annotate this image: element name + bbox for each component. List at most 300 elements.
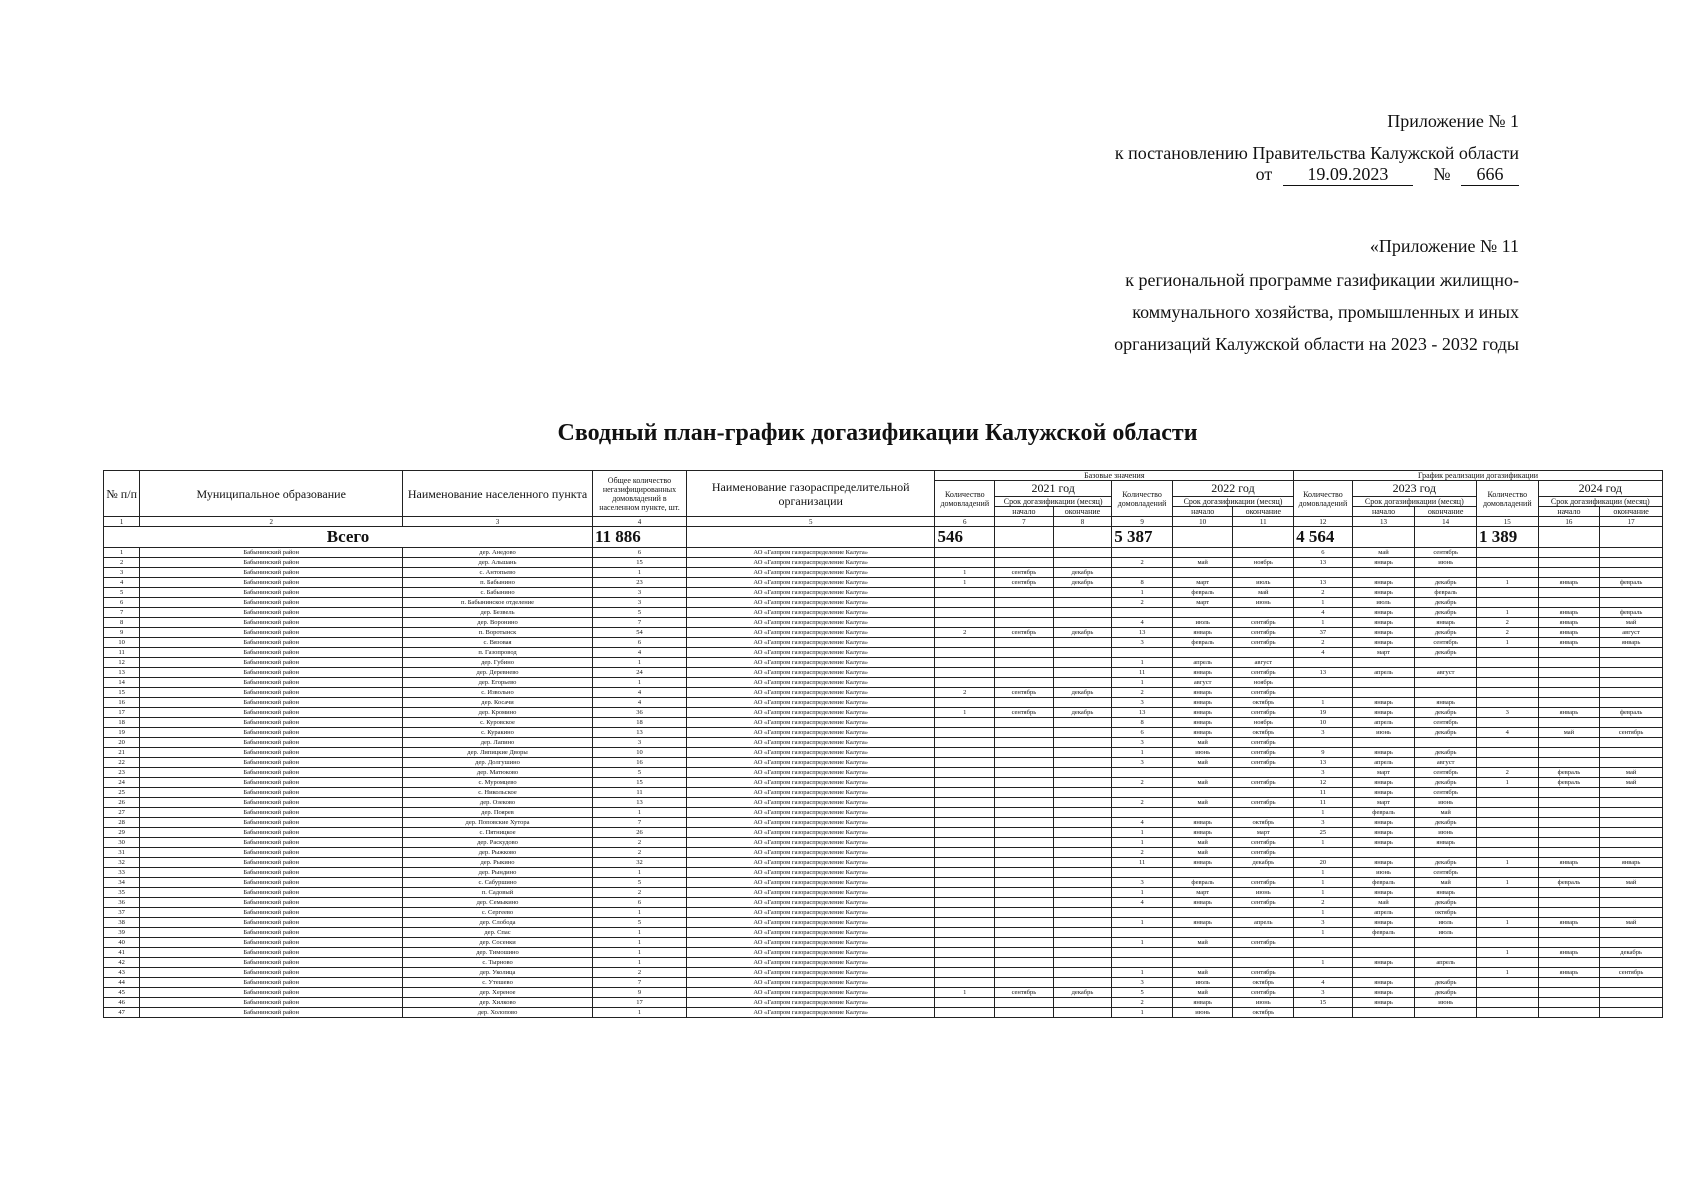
table-cell: АО «Газпром газораспределение Калуга»: [686, 878, 935, 888]
table-cell: АО «Газпром газораспределение Калуга»: [686, 718, 935, 728]
table-cell: сентябрь: [1233, 748, 1294, 758]
table-cell: дер. Хереное: [403, 988, 593, 998]
table-cell: [1476, 868, 1538, 878]
decree-date: 19.09.2023: [1283, 164, 1413, 186]
table-cell: [1233, 808, 1294, 818]
table-cell: [1600, 988, 1663, 998]
table-cell: 31: [104, 848, 140, 858]
table-cell: АО «Газпром газораспределение Калуга»: [686, 628, 935, 638]
table-cell: Бабынинский район: [140, 818, 403, 828]
table-cell: 1: [1294, 878, 1353, 888]
table-cell: [1415, 678, 1477, 688]
table-cell: [1538, 898, 1600, 908]
table-cell: АО «Газпром газораспределение Калуга»: [686, 648, 935, 658]
table-cell: 8: [104, 618, 140, 628]
table-cell: АО «Газпром газораспределение Калуга»: [686, 738, 935, 748]
table-row: [104, 948, 1663, 958]
table-cell: п. Воротынск: [403, 628, 593, 638]
table-cell: январь: [1352, 558, 1415, 568]
table-cell: 7: [592, 818, 686, 828]
table-cell: [1538, 738, 1600, 748]
table-cell: [1600, 718, 1663, 728]
table-cell: [1415, 658, 1477, 668]
table-cell: п. Бабынинское отделение: [403, 598, 593, 608]
table-cell: [1053, 878, 1112, 888]
header-end-2021: окончание: [1053, 507, 1112, 517]
table-row: [104, 718, 1663, 728]
table-cell: январь: [1352, 608, 1415, 618]
table-cell: 5: [592, 918, 686, 928]
table-cell: май: [1600, 618, 1663, 628]
table-cell: январь: [1352, 828, 1415, 838]
table-cell: 11: [1294, 788, 1353, 798]
table-cell: 41: [104, 948, 140, 958]
table-cell: с. Вязовая: [403, 638, 593, 648]
table-cell: п. Садовый: [403, 888, 593, 898]
table-cell: [935, 718, 995, 728]
table-cell: январь: [1172, 688, 1233, 698]
table-cell: [995, 878, 1054, 888]
table-cell: Бабынинский район: [140, 638, 403, 648]
table-cell: Бабынинский район: [140, 928, 403, 938]
table-cell: сентябрь: [1233, 898, 1294, 908]
table-cell: [1476, 668, 1538, 678]
table-cell: с. Бабынино: [403, 588, 593, 598]
table-cell: Бабынинский район: [140, 938, 403, 948]
table-cell: январь: [1538, 618, 1600, 628]
column-number: 3: [403, 517, 593, 527]
table-cell: [1538, 838, 1600, 848]
column-number: 1: [104, 517, 140, 527]
table-cell: [1053, 848, 1112, 858]
table-cell: январь: [1600, 858, 1663, 868]
table-cell: [1352, 968, 1415, 978]
table-cell: [1538, 988, 1600, 998]
table-cell: сентябрь: [995, 708, 1054, 718]
table-cell: [1053, 668, 1112, 678]
header-term-2024: Срок догазификации (месяц): [1538, 497, 1662, 507]
table-cell: 3: [1112, 878, 1173, 888]
header-year-2024: 2024 год: [1538, 481, 1662, 497]
table-cell: [1600, 898, 1663, 908]
table-cell: [1476, 748, 1538, 758]
table-cell: декабрь: [1415, 708, 1477, 718]
table-cell: АО «Газпром газораспределение Калуга»: [686, 758, 935, 768]
table-cell: [995, 898, 1054, 908]
table-cell: январь: [1352, 748, 1415, 758]
table-cell: июнь: [1415, 998, 1477, 1008]
table-cell: июнь: [1172, 1008, 1233, 1018]
table-cell: [1476, 568, 1538, 578]
table-cell: [995, 658, 1054, 668]
table-cell: дер. Раскудово: [403, 838, 593, 848]
table-cell: 13: [1294, 758, 1353, 768]
table-cell: [1172, 908, 1233, 918]
table-cell: май: [1415, 878, 1477, 888]
table-cell: 4: [1294, 608, 1353, 618]
table-cell: 2: [104, 558, 140, 568]
table-cell: 23: [592, 578, 686, 588]
table-cell: с. Никольское: [403, 788, 593, 798]
table-cell: [1476, 798, 1538, 808]
table-cell: 40: [104, 938, 140, 948]
table-cell: май: [1352, 898, 1415, 908]
table-cell: [1538, 588, 1600, 598]
table-cell: январь: [1172, 818, 1233, 828]
table-cell: 6: [104, 598, 140, 608]
table-cell: [1538, 758, 1600, 768]
table-cell: 26: [592, 828, 686, 838]
table-cell: сентябрь: [1415, 768, 1477, 778]
table-cell: АО «Газпром газораспределение Калуга»: [686, 788, 935, 798]
table-cell: [1112, 928, 1173, 938]
table-cell: январь: [1352, 998, 1415, 1008]
table-cell: АО «Газпром газораспределение Калуга»: [686, 948, 935, 958]
appendix-line-2: к постановлению Правительства Калужской области: [1114, 143, 1519, 163]
table-cell: 23: [104, 768, 140, 778]
total-2022: 5 387: [1112, 527, 1173, 548]
table-cell: 47: [104, 1008, 140, 1018]
table-cell: 5: [592, 608, 686, 618]
table-cell: [995, 758, 1054, 768]
table-cell: [935, 678, 995, 688]
table-cell: [1600, 658, 1663, 668]
table-cell: 3: [592, 598, 686, 608]
table-cell: [935, 808, 995, 818]
table-cell: май: [1600, 918, 1663, 928]
table-cell: [1352, 848, 1415, 858]
table-cell: [935, 558, 995, 568]
table-cell: 1: [935, 708, 995, 718]
table-cell: август: [1415, 668, 1477, 678]
table-cell: июль: [1415, 928, 1477, 938]
total-row: [104, 527, 1663, 548]
table-cell: 6: [592, 898, 686, 908]
table-cell: 9: [1294, 748, 1353, 758]
column-number: 16: [1538, 517, 1600, 527]
table-cell: 14: [104, 678, 140, 688]
table-cell: [1294, 1008, 1353, 1018]
table-cell: [995, 548, 1054, 558]
table-cell: май: [1600, 878, 1663, 888]
table-cell: [935, 798, 995, 808]
table-cell: [1053, 648, 1112, 658]
table-cell: февраль: [1600, 578, 1663, 588]
table-cell: 1: [1294, 838, 1353, 848]
table-cell: июль: [1415, 918, 1477, 928]
table-cell: АО «Газпром газораспределение Калуга»: [686, 818, 935, 828]
table-cell: [995, 798, 1054, 808]
total-2023: 4 564: [1294, 527, 1353, 548]
table-header: [104, 471, 1663, 527]
table-cell: [935, 748, 995, 758]
table-cell: май: [1172, 838, 1233, 848]
table-cell: 3: [1112, 758, 1173, 768]
table-cell: [935, 928, 995, 938]
table-cell: 5: [1112, 988, 1173, 998]
table-cell: [935, 668, 995, 678]
table-cell: [1476, 548, 1538, 558]
table-row: [104, 708, 1663, 718]
table-cell: [1294, 938, 1353, 948]
table-cell: 25: [104, 788, 140, 798]
table-cell: январь: [1172, 668, 1233, 678]
table-cell: [1053, 558, 1112, 568]
table-cell: 4: [592, 648, 686, 658]
table-cell: 1: [592, 808, 686, 818]
table-cell: декабрь: [1053, 578, 1112, 588]
table-cell: Бабынинский район: [140, 868, 403, 878]
table-cell: Бабынинский район: [140, 968, 403, 978]
table-cell: 2: [592, 968, 686, 978]
table-cell: [1600, 848, 1663, 858]
table-cell: май: [1172, 778, 1233, 788]
table-cell: [995, 668, 1054, 678]
table-cell: 8: [1112, 718, 1173, 728]
table-cell: июль: [1233, 578, 1294, 588]
table-cell: сентябрь: [1600, 728, 1663, 738]
table-cell: 25: [1294, 828, 1353, 838]
table-cell: сентябрь: [1415, 788, 1477, 798]
table-cell: [1476, 848, 1538, 858]
table-cell: с. Тырново: [403, 958, 593, 968]
table-cell: [1053, 618, 1112, 628]
table-cell: [1172, 608, 1233, 618]
table-cell: АО «Газпром газораспределение Калуга»: [686, 838, 935, 848]
table-cell: май: [1600, 768, 1663, 778]
table-cell: 2: [1112, 998, 1173, 1008]
table-cell: [1600, 808, 1663, 818]
table-cell: январь: [1538, 578, 1600, 588]
table-cell: Бабынинский район: [140, 598, 403, 608]
table-cell: [1112, 608, 1173, 618]
table-cell: 4: [104, 578, 140, 588]
total-households: 11 886: [592, 527, 686, 548]
table-cell: 1: [1294, 908, 1353, 918]
table-cell: [1600, 828, 1663, 838]
table-row: [104, 928, 1663, 938]
table-cell: Бабынинский район: [140, 608, 403, 618]
table-cell: [1053, 798, 1112, 808]
table-cell: март: [1172, 598, 1233, 608]
table-cell: Бабынинский район: [140, 838, 403, 848]
table-cell: [1352, 1008, 1415, 1018]
prev-appendix-line-2: к региональной программе газификации жилищно-: [1125, 270, 1519, 290]
table-cell: [1476, 1008, 1538, 1018]
table-cell: АО «Газпром газораспределение Калуга»: [686, 858, 935, 868]
table-cell: сентябрь: [1233, 668, 1294, 678]
table-cell: май: [1538, 728, 1600, 738]
table-cell: [1538, 648, 1600, 658]
table-cell: 6: [592, 638, 686, 648]
table-cell: январь: [1352, 578, 1415, 588]
table-cell: май: [1172, 738, 1233, 748]
header-base-values: Базовые значения: [935, 471, 1294, 481]
table-cell: [935, 618, 995, 628]
table-cell: 3: [1294, 818, 1353, 828]
table-cell: дер. Косачи: [403, 698, 593, 708]
table-cell: январь: [1538, 638, 1600, 648]
table-cell: [935, 868, 995, 878]
table-cell: [1053, 868, 1112, 878]
table-cell: [1233, 948, 1294, 958]
table-cell: Бабынинский район: [140, 808, 403, 818]
table-cell: Бабынинский район: [140, 678, 403, 688]
table-cell: дер. Рыкино: [403, 858, 593, 868]
table-cell: Бабынинский район: [140, 578, 403, 588]
table-cell: [1172, 648, 1233, 658]
table-row: [104, 788, 1663, 798]
table-cell: [1476, 888, 1538, 898]
table-cell: [1476, 958, 1538, 968]
table-cell: [995, 888, 1054, 898]
table-cell: [935, 788, 995, 798]
table-cell: АО «Газпром газораспределение Калуга»: [686, 658, 935, 668]
table-cell: январь: [1172, 898, 1233, 908]
table-cell: 1: [592, 908, 686, 918]
table-cell: [1476, 808, 1538, 818]
table-cell: [1476, 898, 1538, 908]
table-cell: АО «Газпром газораспределение Калуга»: [686, 638, 935, 648]
table-cell: 8: [1112, 578, 1173, 588]
table-cell: июнь: [1233, 598, 1294, 608]
table-cell: [1233, 908, 1294, 918]
column-number: 4: [592, 517, 686, 527]
table-cell: 34: [104, 878, 140, 888]
table-body: [104, 527, 1663, 1018]
table-cell: [995, 928, 1054, 938]
table-cell: январь: [1538, 968, 1600, 978]
table-cell: [1476, 788, 1538, 798]
table-cell: 5: [592, 768, 686, 778]
table-cell: Бабынинский район: [140, 958, 403, 968]
table-cell: [1233, 548, 1294, 558]
table-cell: [935, 698, 995, 708]
table-cell: январь: [1172, 918, 1233, 928]
table-cell: 13: [1294, 578, 1353, 588]
header-end-2022: окончание: [1233, 507, 1294, 517]
table-cell: [1600, 868, 1663, 878]
table-cell: 11: [592, 788, 686, 798]
header-term-2021: Срок догазификации (месяц): [995, 497, 1112, 507]
table-cell: 15: [104, 688, 140, 698]
table-cell: октябрь: [1415, 908, 1477, 918]
table-cell: 1: [592, 958, 686, 968]
table-cell: январь: [1172, 628, 1233, 638]
prev-appendix-line-3: коммунального хозяйства, промышленных и иных: [1132, 302, 1519, 322]
table-cell: [1053, 818, 1112, 828]
table-cell: [1538, 798, 1600, 808]
table-cell: п. Бабынино: [403, 578, 593, 588]
table-cell: [1053, 678, 1112, 688]
table-cell: 4: [592, 698, 686, 708]
table-cell: [1294, 948, 1353, 958]
table-cell: 24: [592, 668, 686, 678]
table-cell: январь: [1352, 888, 1415, 898]
table-cell: сентябрь: [1233, 968, 1294, 978]
table-cell: январь: [1352, 628, 1415, 638]
table-cell: [1476, 938, 1538, 948]
table-cell: 10: [104, 638, 140, 648]
table-cell: 7: [104, 608, 140, 618]
table-cell: [935, 838, 995, 848]
table-cell: 38: [104, 918, 140, 928]
table-cell: Бабынинский район: [140, 978, 403, 988]
table-cell: Бабынинский район: [140, 798, 403, 808]
table-cell: январь: [1352, 988, 1415, 998]
table-cell: Бабынинский район: [140, 548, 403, 558]
table-cell: АО «Газпром газораспределение Калуга»: [686, 798, 935, 808]
table-cell: сентябрь: [995, 568, 1054, 578]
table-cell: [1053, 728, 1112, 738]
table-cell: Бабынинский район: [140, 748, 403, 758]
table-cell: [995, 718, 1054, 728]
table-cell: 1: [592, 938, 686, 948]
table-cell: сентябрь: [995, 688, 1054, 698]
table-cell: 1: [592, 568, 686, 578]
table-cell: [1476, 828, 1538, 838]
table-cell: АО «Газпром газораспределение Калуга»: [686, 728, 935, 738]
table-cell: [1538, 688, 1600, 698]
table-cell: дер. Лапино: [403, 738, 593, 748]
table-cell: 1: [1476, 608, 1538, 618]
table-cell: 1: [592, 868, 686, 878]
table-cell: [1053, 778, 1112, 788]
table-cell: [1415, 968, 1477, 978]
table-cell: [1053, 748, 1112, 758]
table-cell: [995, 958, 1054, 968]
table-cell: 12: [1294, 778, 1353, 788]
table-cell: август: [1600, 628, 1663, 638]
table-cell: дер. Семыкино: [403, 898, 593, 908]
table-cell: май: [1415, 808, 1477, 818]
table-cell: [1538, 558, 1600, 568]
table-cell: сентябрь: [1233, 708, 1294, 718]
table-cell: 1: [1112, 1008, 1173, 1018]
table-cell: октябрь: [1233, 818, 1294, 828]
table-cell: 6: [1112, 728, 1173, 738]
table-cell: 32: [592, 858, 686, 868]
table-cell: [1172, 808, 1233, 818]
table-cell: сентябрь: [1233, 778, 1294, 788]
table-cell: 3: [1476, 708, 1538, 718]
table-cell: [1538, 848, 1600, 858]
column-number: 5: [686, 517, 935, 527]
column-number: 8: [1053, 517, 1112, 527]
table-cell: декабрь: [1233, 858, 1294, 868]
table-cell: [1053, 768, 1112, 778]
table-cell: с. Муромцево: [403, 778, 593, 788]
total-label: Всего: [104, 527, 593, 548]
table-cell: [1415, 688, 1477, 698]
table-cell: [1172, 928, 1233, 938]
table-cell: [995, 938, 1054, 948]
table-cell: сентябрь: [1233, 758, 1294, 768]
table-cell: 18: [592, 718, 686, 728]
table-cell: февраль: [1352, 808, 1415, 818]
table-cell: [995, 618, 1054, 628]
table-cell: [935, 548, 995, 558]
table-cell: январь: [1538, 628, 1600, 638]
table-cell: Бабынинский район: [140, 768, 403, 778]
table-cell: [1053, 948, 1112, 958]
table-cell: с. Сергеево: [403, 908, 593, 918]
table-cell: октябрь: [1233, 698, 1294, 708]
table-cell: [1476, 758, 1538, 768]
table-cell: [995, 678, 1054, 688]
table-cell: 3: [104, 568, 140, 578]
table-cell: Бабынинский район: [140, 788, 403, 798]
